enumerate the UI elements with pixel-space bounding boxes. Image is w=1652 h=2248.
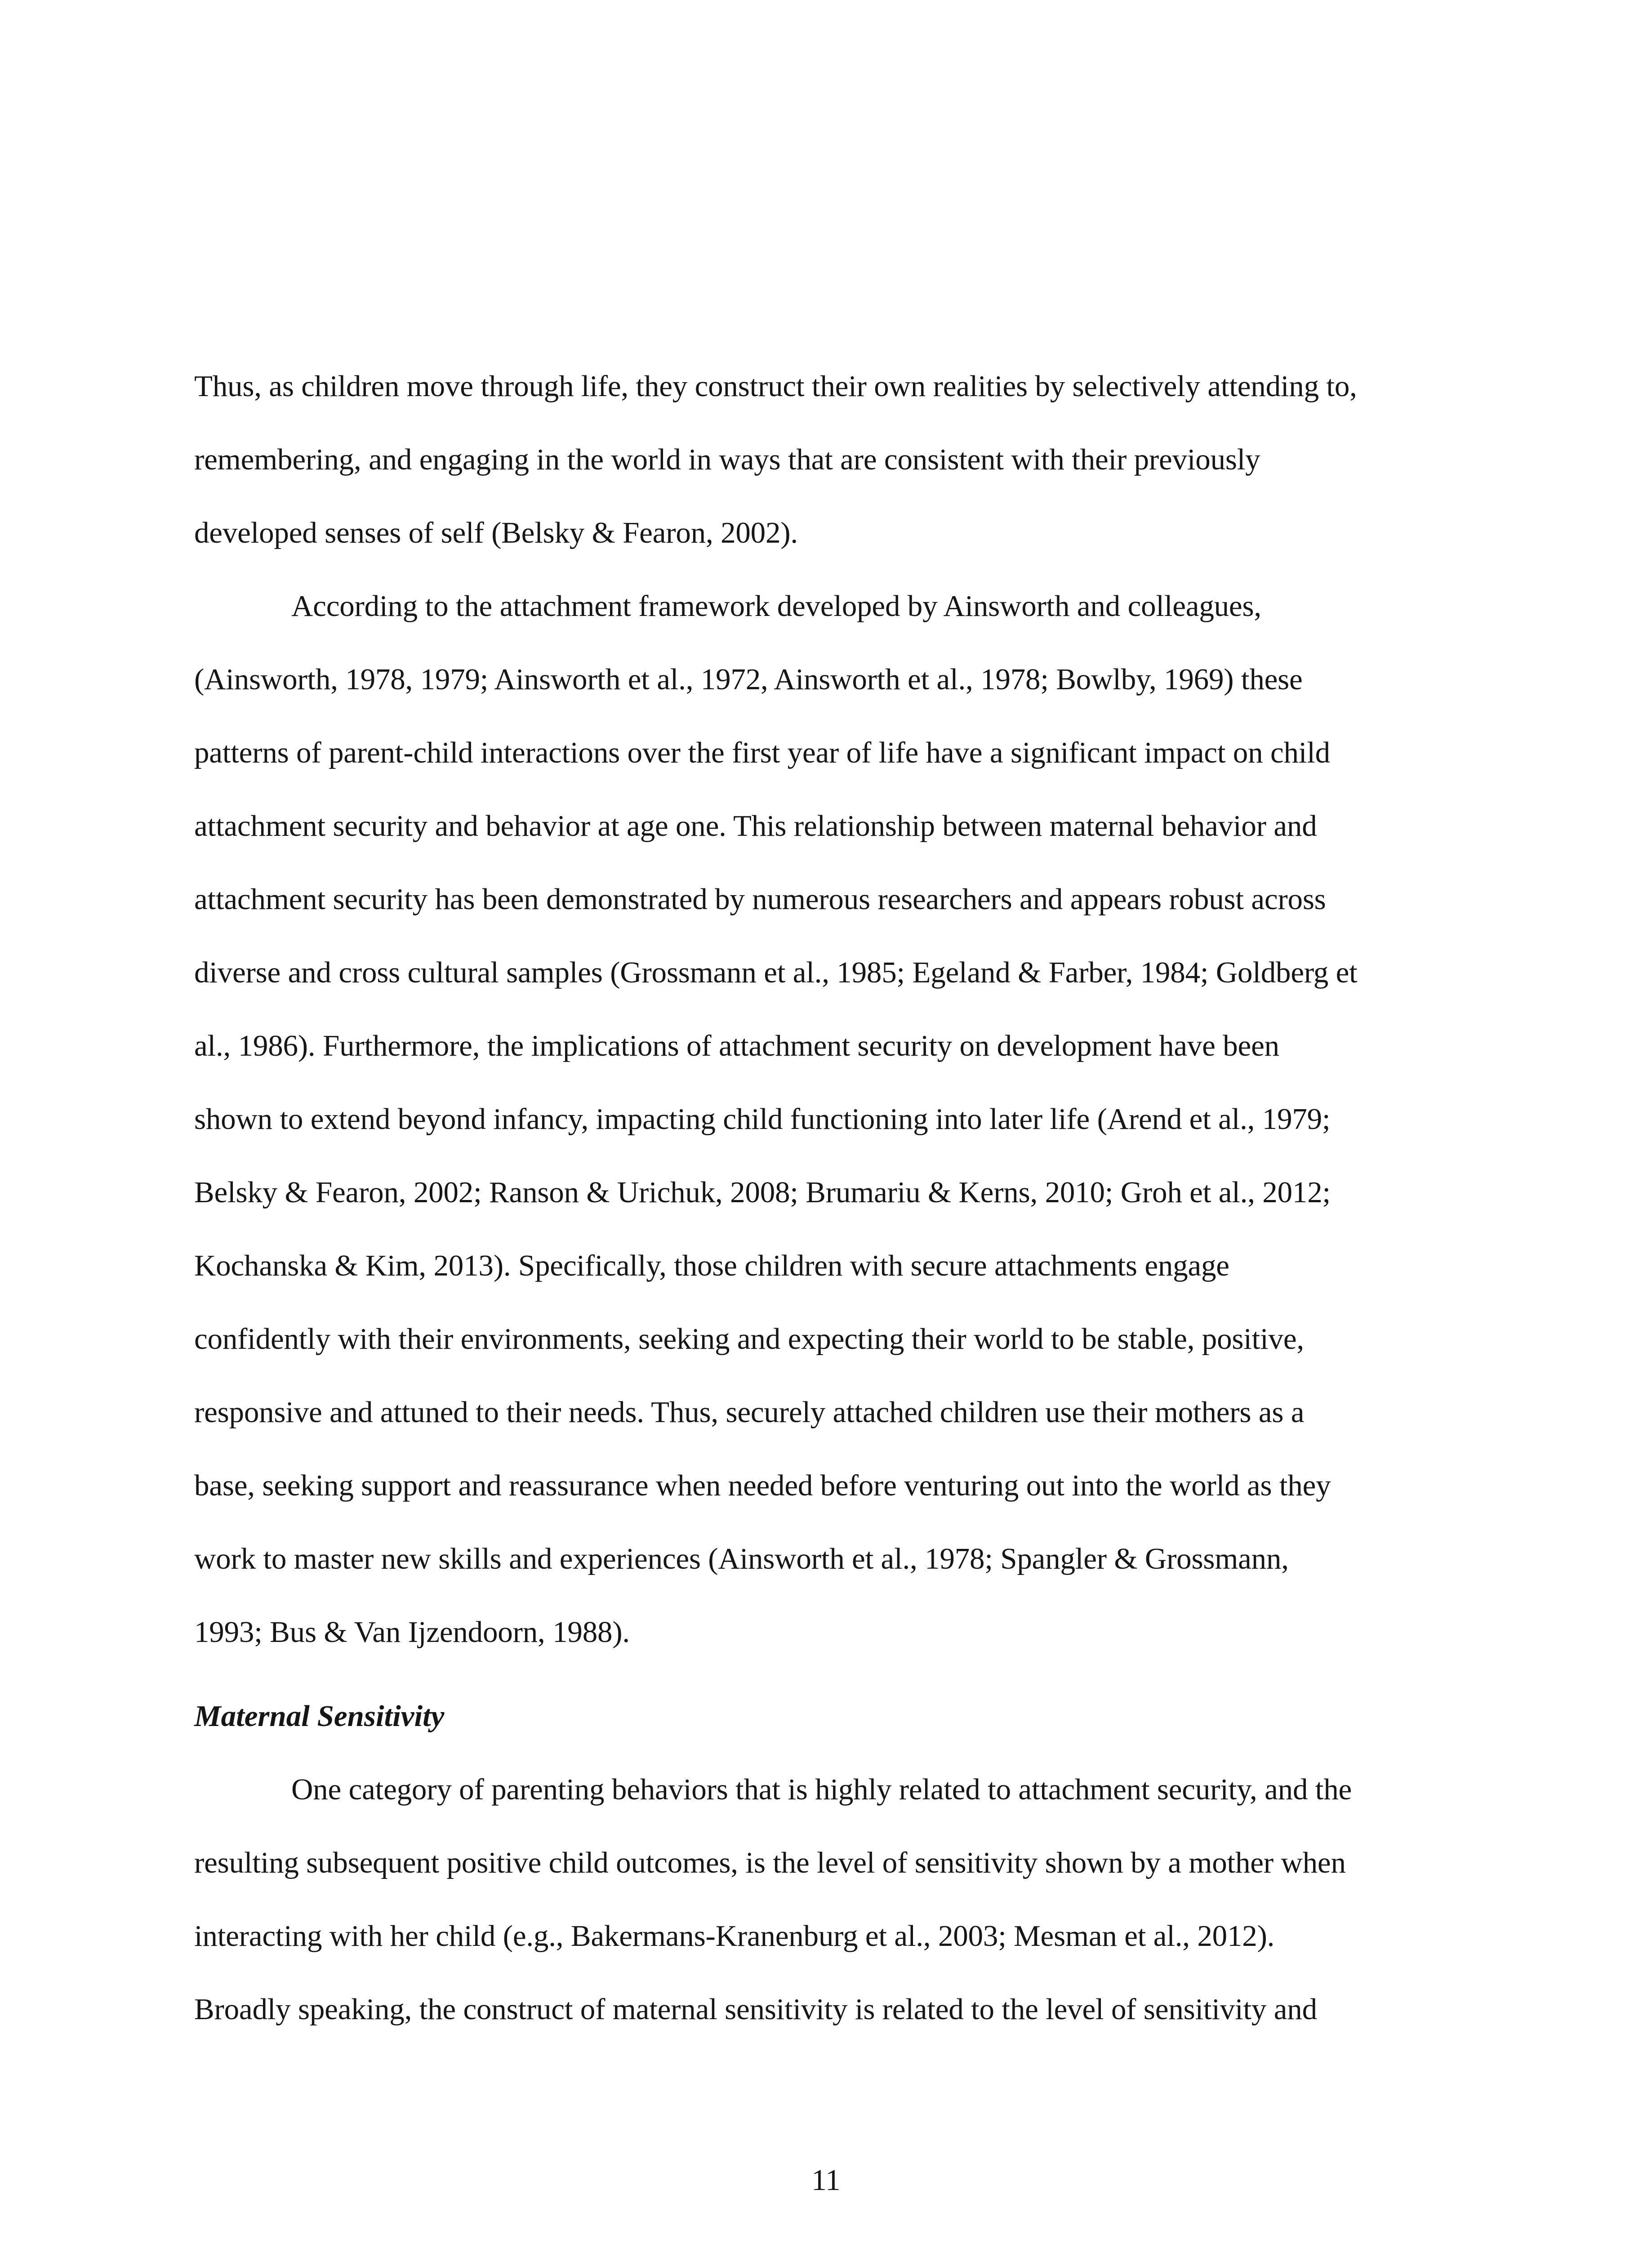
paragraph-2-line-12: responsive and attuned to their needs. Thus, securely attached children use their mothers as a [194,1396,1305,1429]
paragraph-1-line-2: remembering, and engaging in the world in ways that are consistent with their previously [194,443,1260,476]
page-number: 11 [811,2163,841,2197]
paragraph-2-line-5: attachment security has been demonstrated by numerous researchers and appears robust across [194,883,1326,916]
paragraph-2-line-15: 1993; Bus & Van Ijzendoorn, 1988). [194,1615,630,1649]
paragraph-2-line-1: According to the attachment framework developed by Ainsworth and colleagues, [291,589,1261,623]
paragraph-2-line-4: attachment security and behavior at age one. This relationship between maternal behavior and [194,809,1317,843]
paragraph-2-line-2: (Ainsworth, 1978, 1979; Ainsworth et al., 1972, Ainsworth et al., 1978; Bowlby, 1969) these [194,663,1303,696]
paragraph-2-line-3: patterns of parent-child interactions over the first year of life have a significant impact on child [194,736,1330,769]
paragraph-2-line-10: Kochanska & Kim, 2013). Specifically, those children with secure attachments engage [194,1249,1229,1282]
paragraph-2-line-7: al., 1986). Furthermore, the implications of attachment security on development have been [194,1029,1279,1062]
paragraph-3-line-3: interacting with her child (e.g., Bakermans-Kranenburg et al., 2003; Mesman et al., 2012). [194,1919,1275,1953]
paragraph-2-line-14: work to master new skills and experiences (Ainsworth et al., 1978; Spangler & Grossmann, [194,1542,1289,1575]
paragraph-2-line-11: confidently with their environments, seeking and expecting their world to be stable, positive, [194,1322,1304,1356]
paragraph-3-line-1: One category of parenting behaviors that is highly related to attachment security, and the [291,1773,1352,1806]
section-heading: Maternal Sensitivity [194,1699,445,1733]
paragraph-1-line-1: Thus, as children move through life, they construct their own realities by selectively attending to, [194,370,1357,403]
paragraph-2-line-6: diverse and cross cultural samples (Grossmann et al., 1985; Egeland & Farber, 1984; Goldberg et [194,956,1358,989]
paragraph-2-line-13: base, seeking support and reassurance when needed before venturing out into the world as they [194,1469,1331,1502]
paragraph-3-line-4: Broadly speaking, the construct of maternal sensitivity is related to the level of sensitivity and [194,1993,1317,2026]
paragraph-1-line-3: developed senses of self (Belsky & Fearon, 2002). [194,516,798,549]
paragraph-2-line-8: shown to extend beyond infancy, impacting child functioning into later life (Arend et al., 1979; [194,1102,1331,1136]
paragraph-3-line-2: resulting subsequent positive child outcomes, is the level of sensitivity shown by a mother when [194,1846,1346,1879]
paragraph-2-line-9: Belsky & Fearon, 2002; Ranson & Urichuk, 2008; Brumariu & Kerns, 2010; Groh et al., 2012; [194,1176,1331,1209]
